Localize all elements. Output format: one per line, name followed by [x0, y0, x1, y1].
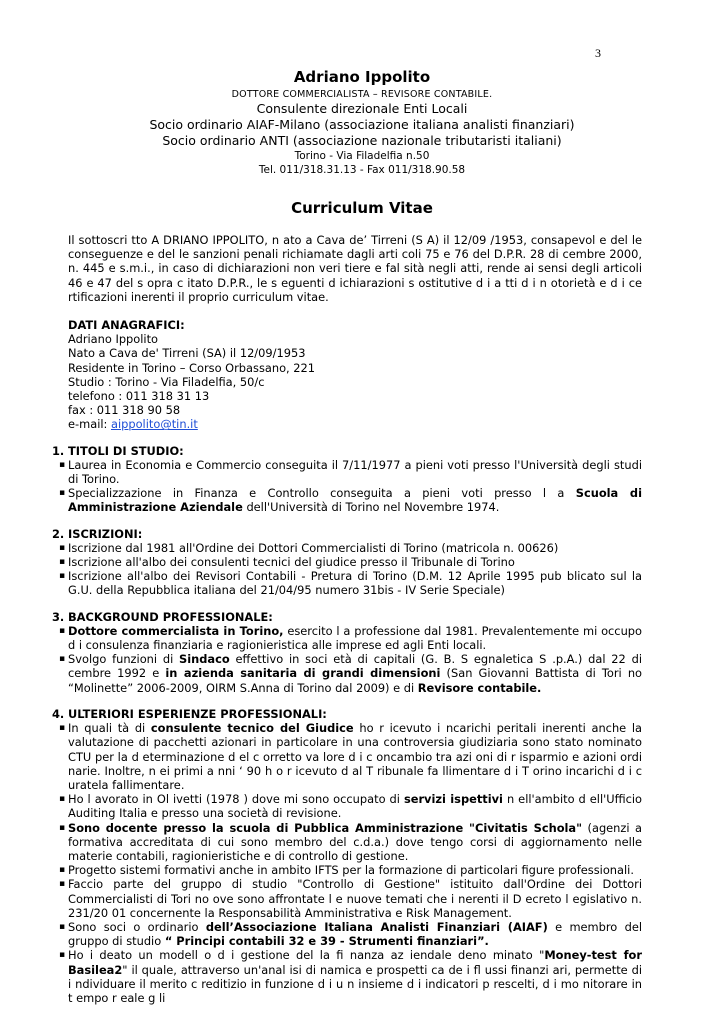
item-text: Svolgo funzioni di	[68, 652, 180, 667]
document-body	[52, 233, 642, 1005]
header-line-3: Socio ordinario ANTI (associazione nazionale tributaristi italiani)	[162, 133, 562, 148]
item-text: Progetto sistemi formativi anche in ambito IFTS per la formazione di particolari figure professionali.	[68, 863, 634, 878]
section-title: ISCRIZIONI:	[68, 526, 143, 541]
emphasis-text: Sindaco	[179, 652, 230, 667]
personal-data-line: fax : 011 318 90 58	[68, 403, 181, 418]
emphasis-text: servizi ispettivi	[403, 792, 503, 807]
item-text: effettivo in soci età di capitali (G. B. S egnaletica S .p.A.) dal 22 di cembre 1992 e	[68, 652, 642, 681]
letterhead	[0, 67, 724, 177]
item-text: " il quale, attraverso un'anal isi di namica e prospetti ca de i fl ussi finanzi ari, permette di i ndividuare il merito c reditizio in funzione d i u n insieme d i indicatori p rescelti, d i mo nitorare in t empo r eale g li	[68, 962, 642, 1005]
item-text: Faccio parte del gruppo di studio "Controllo di Gestione" istituito dall'Ordine dei Dottori Commercialisti di Tori no ove sono affrontate l e nuove temati che i nerenti il D ecreto l egislativo n. 231/20 01 concernente la Responsabilità Amministrativa e Risk Management.	[68, 877, 642, 920]
bullet-list	[52, 624, 642, 695]
item-text: n ell'ambito d ell'Ufficio Auditing Italia e presso una società di revisione.	[68, 792, 643, 821]
item-text: Iscrizione all'albo dei consulenti tecnici del giudice presso il Tribunale di Torino	[68, 555, 515, 570]
section	[52, 444, 642, 515]
personal-data-line: Adriano Ippolito	[68, 332, 159, 347]
list-item	[52, 721, 642, 792]
emphasis-text: in azienda sanitaria di grandi dimensioni	[165, 666, 441, 681]
list-item	[52, 458, 642, 486]
item-text: ho r icevuto i ncarichi peritali inerenti anche la valutazione di pacchetti azionari in particolare in una controversia giudiziaria sono stato nominato CTU per la d eterminazione d el c orretto va lore d i c oncambio tra azi oni di r isparmio e azioni ordi narie. Inoltre, n ei primi a nni ‘ 90 h o r icevuto d al T ribunale fa llimentare d i T orino incarichi d i c uratela fallimentare.	[68, 721, 642, 792]
item-text: Specializzazione in Finanza e Controllo conseguita a pieni voti presso l a	[68, 486, 576, 501]
list-item	[52, 486, 642, 514]
section-number: 4.	[52, 706, 65, 721]
item-text: e membro del gruppo di studio	[68, 919, 642, 949]
item-text: dell'Università di Torino nel Novembre 1974.	[242, 500, 500, 515]
item-text: Ho l avorato in Ol ivetti (1978 ) dove mi sono occupato di	[68, 792, 404, 807]
sections	[52, 444, 642, 1006]
email-label: e-mail:	[68, 417, 111, 432]
item-text: (agenzi a formativa accreditata di cui sono membro del c.d.a.) dove tengo corsi di aggiornamento nelle materie contabili, ragionieristiche e di controllo di gestione.	[68, 820, 642, 863]
section-number: 1.	[52, 443, 65, 458]
emphasis-text: Sono docente presso la scuola di Pubblica Amministrazione "Civitatis Schola"	[68, 820, 583, 835]
item-text: In quali tà di	[68, 721, 151, 736]
personal-data-line: telefono : 011 318 31 13	[68, 389, 210, 404]
list-item	[52, 948, 642, 1005]
header-line-1: Consulente direzionale Enti Locali	[256, 101, 468, 116]
section-title: ULTERIORI ESPERIENZE PROFESSIONALI:	[68, 706, 327, 721]
personal-data	[68, 318, 642, 432]
emphasis-text: consulente tecnico del Giudice	[150, 721, 354, 736]
section-title: TITOLI DI STUDIO:	[68, 443, 184, 458]
section-number: 3.	[52, 609, 65, 624]
emphasis-text: Money-test for Basilea2	[68, 948, 642, 977]
bullet-list	[52, 458, 642, 515]
list-item	[52, 569, 642, 597]
list-item	[52, 541, 642, 555]
section	[52, 527, 642, 598]
list-item	[52, 652, 642, 695]
section-heading	[52, 610, 642, 624]
section-heading	[52, 707, 642, 721]
emphasis-text: Dottore commercialista in Torino,	[68, 623, 284, 638]
intro-paragraph: Il sottoscri tto A DRIANO IPPOLITO, n ato a Cava de’ Tirreni (S A) il 12/09 /1953, consapevol e del le conseguenze e del le sanzioni penali richiamate dagli arti coli 75 e 76 del D.P.R. 28 di cembre 2000, n. 445 e s.m.i., in caso di dichiarazioni non veri tiere e fal sità negli atti, rende ai sensi degli articoli 46 e 47 del s opra c itato D.P.R., le s eguenti d ichiarazioni s ostitutive d i a tti d i n otorietà e d i ce rtificazioni inerenti il proprio curriculum vitae.	[68, 233, 642, 304]
list-item	[52, 863, 642, 877]
bullet-list	[52, 721, 642, 1005]
section-heading	[52, 527, 642, 541]
item-text: esercito l a professione dal 1981. Prevalentemente mi occupo d i consulenza finanziaria e ragionieristica alle imprese ed agli Enti locali.	[68, 623, 642, 653]
personal-data-line: Residente in Torino – Corso Orbassano, 221	[68, 360, 316, 375]
list-item	[52, 920, 642, 948]
author-name: Adriano Ippolito	[293, 68, 431, 86]
item-text: Laurea in Economia e Commercio conseguita il 7/11/1977 a pieni voti presso l'Università degli studi di Torino.	[68, 457, 642, 487]
section-title: BACKGROUND PROFESSIONALE:	[68, 609, 273, 624]
emphasis-text: dell’Associazione Italiana Analisti Finanziari (AIAF)	[205, 919, 548, 934]
emphasis-text: Revisore contabile.	[417, 680, 542, 695]
list-item	[52, 877, 642, 920]
section	[52, 610, 642, 695]
section	[52, 707, 642, 1005]
email-link[interactable]: aippolito@tin.it	[110, 417, 198, 432]
header-line-2: Socio ordinario AIAF-Milano (associazione italiana analisti finanziari)	[149, 117, 575, 132]
bullet-list	[52, 541, 642, 598]
emphasis-text: Scuola di Amministrazione Aziendale	[68, 486, 642, 515]
item-text: (San Giovanni Battista di Tori no “Molinette” 2006-2009, OIRM S.Anna di Torino dal 2009) e di	[68, 666, 643, 695]
email-line	[68, 417, 642, 431]
list-item	[52, 792, 642, 820]
page-number: 3	[595, 46, 601, 60]
header-address: Torino - Via Filadelfia n.50	[294, 150, 430, 162]
item-text: Sono soci o ordinario	[68, 919, 206, 934]
personal-data-line: Studio : Torino - Via Filadelfia, 50/c	[68, 374, 265, 389]
document-title: Curriculum Vitae	[291, 199, 433, 217]
item-text: Iscrizione all'albo dei Revisori Contabili - Pretura di Torino (D.M. 12 Aprile 1995 pub blicato sul la G.U. della Repubblica italiana del 21/04/95 numero 31bis - IV Serie Speciale)	[68, 569, 642, 598]
author-role: DOTTORE COMMERCIALISTA – REVISORE CONTABILE.	[231, 89, 493, 100]
list-item	[52, 555, 642, 569]
section-number: 2.	[52, 526, 65, 541]
emphasis-text: “ Principi contabili 32 e 39 - Strumenti finanziari”.	[164, 934, 489, 949]
list-item	[52, 821, 642, 864]
header-contacts: Tel. 011/318.31.13 - Fax 011/318.90.58	[258, 164, 466, 176]
personal-data-line: Nato a Cava de' Tirreni (SA) il 12/09/1953	[68, 346, 306, 361]
personal-data-heading: DATI ANAGRAFICI:	[68, 318, 185, 333]
item-text: Iscrizione dal 1981 all'Ordine dei Dottori Commercialisti di Torino (matricola n. 00626)	[68, 540, 559, 555]
list-item	[52, 624, 642, 652]
section-heading	[52, 444, 642, 458]
item-text: Ho i deato un modell o d i gestione del la fi nanza az iendale deno minato "	[68, 948, 545, 963]
